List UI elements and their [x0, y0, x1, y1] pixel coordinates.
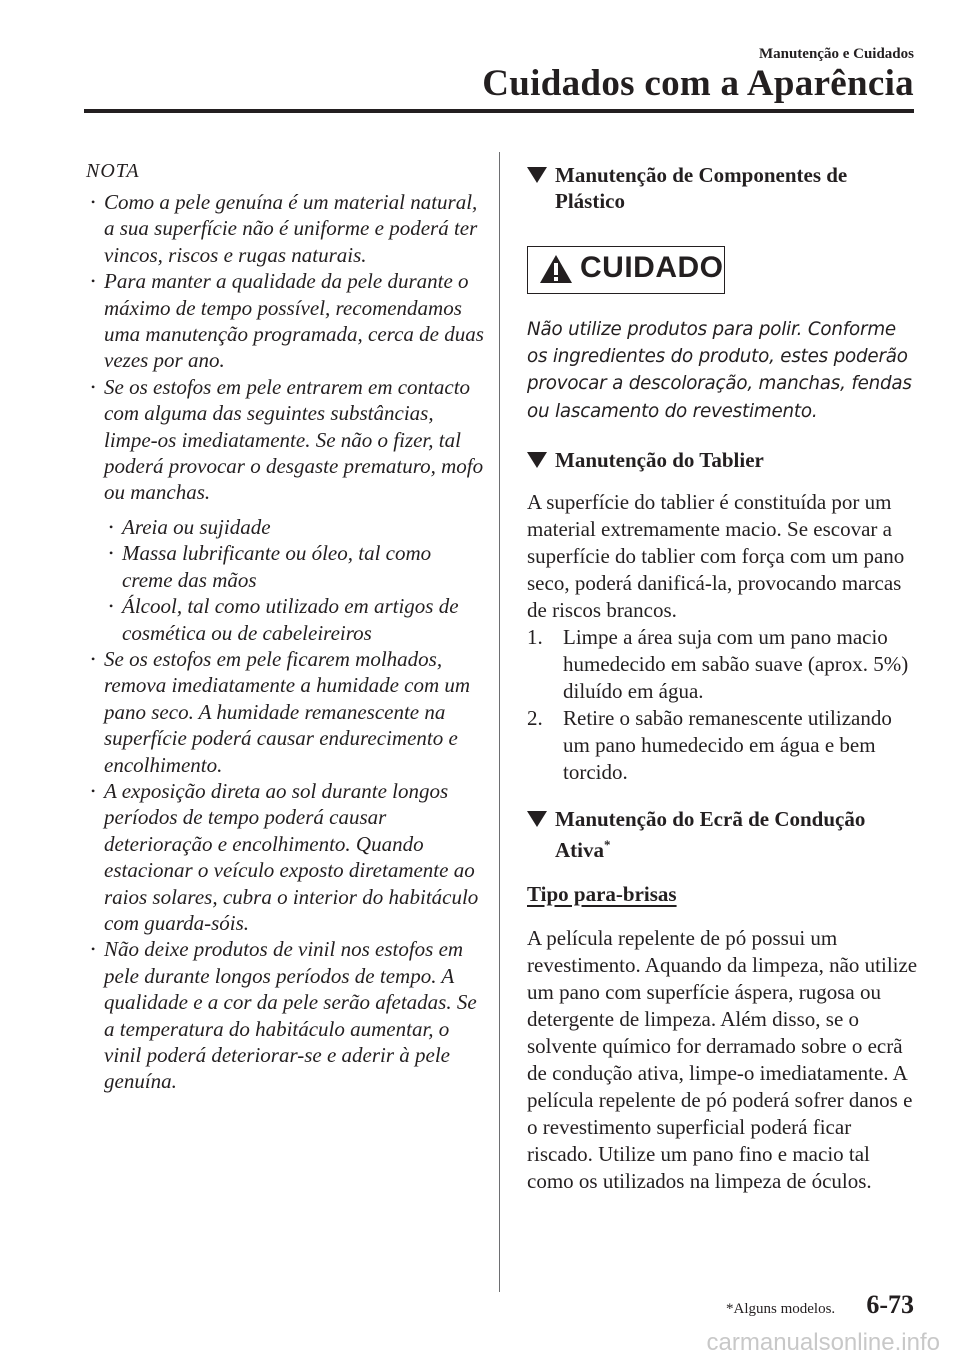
- note-list: [86, 189, 486, 1095]
- plastic-heading-text: Manutenção de Componentes de Plástico: [555, 163, 848, 213]
- caution-label: CUIDADO: [580, 251, 724, 284]
- caution-text: Não utilize produtos para polir. Conforme os ingredientes do produto, estes poderão provocar a descoloração, manchas, fendas ou lascamento do revestimento.: [527, 319, 912, 422]
- ads-body: A película repelente de pó possui um revestimento. Aquando da limpeza, não utilize um pano com superfície áspera, rugosa ou detergente de limpeza. Além disso, se o solvente químico for derramado sobre o ecrã de condução ativa, limpe-o imediatamente. A película repelente de pó poderá sofrer danos e o revestimento superficial poderá ficar riscado. Utilize um pano fino e macio tal como os utilizados na limpeza de óculos.: [527, 925, 918, 1193]
- column-divider: [499, 152, 500, 1292]
- model-footnote-mark: *: [604, 836, 611, 852]
- ads-subheading: Tipo para-brisas: [527, 881, 677, 906]
- plastic-heading: [527, 162, 919, 214]
- left-column: [86, 160, 486, 1095]
- step-number: 2.: [527, 705, 543, 730]
- header-rule: [84, 109, 914, 113]
- ads-heading-text: Manutenção do Ecrã de Condução Ativa: [555, 806, 866, 862]
- step-item: [527, 705, 919, 786]
- step-text: Limpe a área suja com um pano macio humedecido em sabão suave (aprox. 5%) diluído em água.: [563, 624, 909, 703]
- note-item: • Para manter a qualidade da pele durante o máximo de tempo possível, recomendamos uma manutenção programada, cerca de duas vezes por ano.: [86, 268, 486, 374]
- note-item: • Não deixe produtos de vinil nos estofos em pele durante longos períodos de tempo. A qualidade e a cor da pele serão afetadas. Se a temperatura do habitáculo aumentar, o vinil poderá deteriorar-se e aderir à pele genuína.: [86, 936, 486, 1094]
- triangle-down-icon: [527, 811, 547, 827]
- ads-heading: [527, 806, 919, 863]
- dashboard-heading: [527, 447, 919, 473]
- triangle-down-icon: [527, 452, 547, 468]
- triangle-down-icon: [527, 167, 547, 183]
- dashboard-body: A superfície do tablier é constituída por um material extremamente macio. Se escovar a superfície do tablier com força com um pano seco, poderá danificá-la, provocando marcas de riscos brancos.: [527, 489, 905, 622]
- footnote: *Alguns modelos.: [726, 1301, 836, 1317]
- step-text: Retire o sabão remanescente utilizando um pano humedecido em água e bem torcido.: [563, 705, 892, 784]
- right-column: [527, 162, 919, 1195]
- step-number: 1.: [527, 624, 543, 649]
- note-item: • Se os estofos em pele ficarem molhados, remova imediatamente a humidade com um pano seco. A humidade remanescente na superfície poderá causar endurecimento e encolhimento.: [86, 646, 486, 778]
- note-sublist: [104, 514, 486, 646]
- page-title: Cuidados com a Aparência: [482, 63, 914, 104]
- warning-triangle-icon: [539, 254, 573, 284]
- note-item-text: Se os estofos em pele entrarem em contacto com alguma das seguintes substâncias, limpe-os imediatamente. Se não o fizer, tal poderá provocar o desgaste prematuro, mofo ou manchas.: [104, 374, 484, 505]
- dashboard-steps: [527, 624, 919, 786]
- dashboard-heading-text: Manutenção do Tablier: [555, 447, 764, 472]
- note-subitem: • Álcool, tal como utilizado em artigos de cosmética ou de cabeleireiros: [104, 593, 486, 646]
- header-section: Manutenção e Cuidados: [758, 46, 914, 62]
- page-number: 6-73: [866, 1290, 914, 1319]
- watermark: carmanualsonline.info: [706, 1329, 940, 1356]
- note-item: • A exposição direta ao sol durante longos períodos de tempo poderá causar deterioração e encolhimento. Quando estacionar o veículo exposto diretamente ao raios solares, cubra o interior do habitáculo com guarda-sóis.: [86, 778, 486, 936]
- note-subitem: • Areia ou sujidade: [104, 514, 486, 540]
- note-title: NOTA: [86, 160, 140, 182]
- note-subitem: • Massa lubrificante ou óleo, tal como creme das mãos: [104, 540, 486, 593]
- note-item: [86, 374, 486, 646]
- note-item: • Como a pele genuína é um material natural, a sua superfície não é uniforme e poderá ter vincos, riscos e rugas naturais.: [86, 189, 486, 268]
- caution-box: [527, 246, 725, 294]
- step-item: [527, 624, 919, 705]
